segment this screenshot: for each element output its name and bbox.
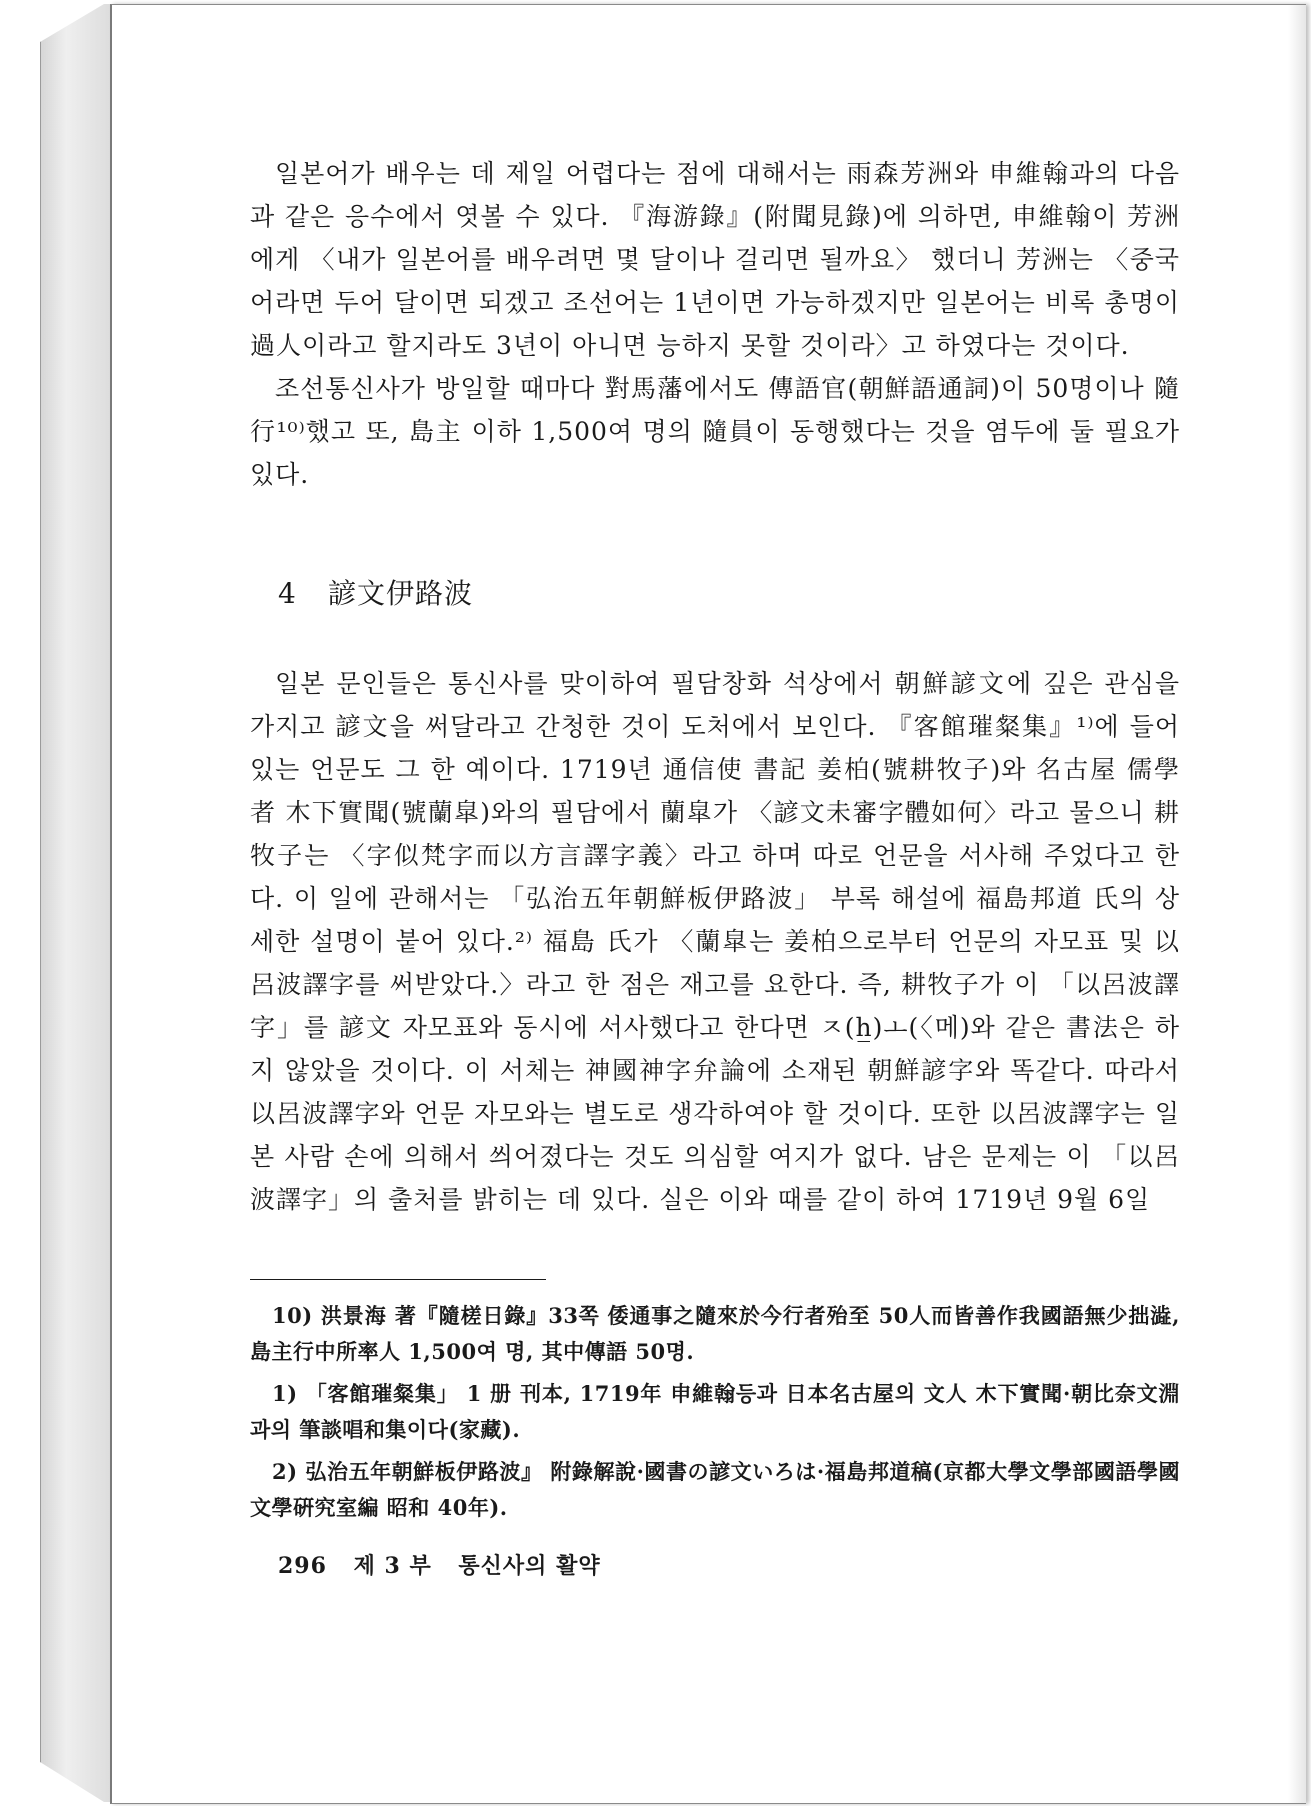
page-number: 296 [278, 1553, 327, 1579]
part-label: 제 3 부 [353, 1553, 432, 1579]
page-content [250, 152, 1180, 1582]
body-paragraph: 조선통신사가 방일할 때마다 對馬藩에서도 傳語官(朝鮮語通詞)이 50명이나 隨行¹⁰⁾했고 또, 島主 이하 1,500여 명의 隨員이 동행했다는 것을 염두에 둘 필요가 있다. [250, 374, 1180, 489]
running-footer [278, 1550, 1180, 1582]
section-title: 諺文伊路波 [328, 577, 474, 610]
section-heading [278, 574, 1180, 614]
footnote: 10) 洪景海 著『隨槎日錄』33쪽 倭通事之隨來於今行者殆至 50人而皆善作我國語無少拙澁, 島主行中所率人 1,500여 명, 其中傳語 50명. [250, 1303, 1180, 1364]
footnote: 1) 「客館璀粲集」 1 册 刊本, 1719年 申維翰등과 日本名古屋의 文人 木下實聞·朝比奈文淵과의 筆談唱和集이다(家藏). [250, 1381, 1180, 1442]
footnote-divider [250, 1279, 546, 1280]
part-title: 통신사의 활약 [458, 1553, 601, 1579]
page-edge-shadow [1288, 5, 1306, 1803]
body-paragraph: 일본 문인들은 통신사를 맞이하여 필담창화 석상에서 朝鮮諺文에 깊은 관심을 가지고 諺文을 써달라고 간청한 것이 도처에서 보인다. 『客館璀粲集』¹⁾에 들어 있는 언문도 그 한 예이다. 1719년 通信使 書記 姜柏(號耕牧子)와 名古屋 儒學者 木下實聞(號蘭皐)와의 필담에서 蘭皐가 〈諺文未審字體如何〉라고 물으니 耕牧子는 〈字似梵字而以方言譯字義〉라고 하며 따로 언문을 서사해 주었다고 한다. 이 일에 관해서는 「弘治五年朝鮮板伊路波」 부록 해설에 福島邦道 氏의 상세한 설명이 붙어 있다.²⁾ 福島 氏가 〈蘭皐는 姜柏으로부터 언문의 자모표 및 以呂波譯字를 써받았다.〉라고 한 점은 재고를 요한다. 즉, 耕牧子가 이 「以呂波譯字」를 諺文 자모표와 동시에 서사했다고 한다면 ㅈ(h̲)ㅗ(〈메)와 같은 書法은 하지 않았을 것이다. 이 서체는 神國神字弁論에 소재된 朝鮮諺字와 똑같다. 따라서 以呂波譯字와 언문 자모와는 별도로 생각하여야 할 것이다. 또한 以呂波譯字는 일본 사람 손에 의해서 씌어졌다는 것도 의심할 여지가 없다. 남은 문제는 이 「以呂波譯字」의 출처를 밝히는 데 있다. 실은 이와 때를 같이 하여 1719년 9월 6일 [250, 669, 1180, 1214]
body-paragraph: 일본어가 배우는 데 제일 어렵다는 점에 대해서는 雨森芳洲와 申維翰과의 다음과 같은 응수에서 엿볼 수 있다. 『海游錄』(附聞見錄)에 의하면, 申維翰이 芳洲에게 〈내가 일본어를 배우려면 몇 달이나 걸리면 될까요〉 했더니 芳洲는 〈중국어라면 두어 달이면 되겠고 조선어는 1년이면 가능하겠지만 일본어는 비록 총명이 過人이라고 할지라도 3년이 아니면 능하지 못할 것이라〉고 하였다는 것이다. [250, 159, 1180, 360]
book-spine [40, 4, 113, 1802]
footnote: 2) 弘治五年朝鮮板伊路波』 附錄解說·國書の諺文いろは·福島邦道稿(京都大學文學部國語學國文學硏究室編 昭和 40年). [250, 1459, 1180, 1520]
section-number: 4 [278, 577, 297, 610]
